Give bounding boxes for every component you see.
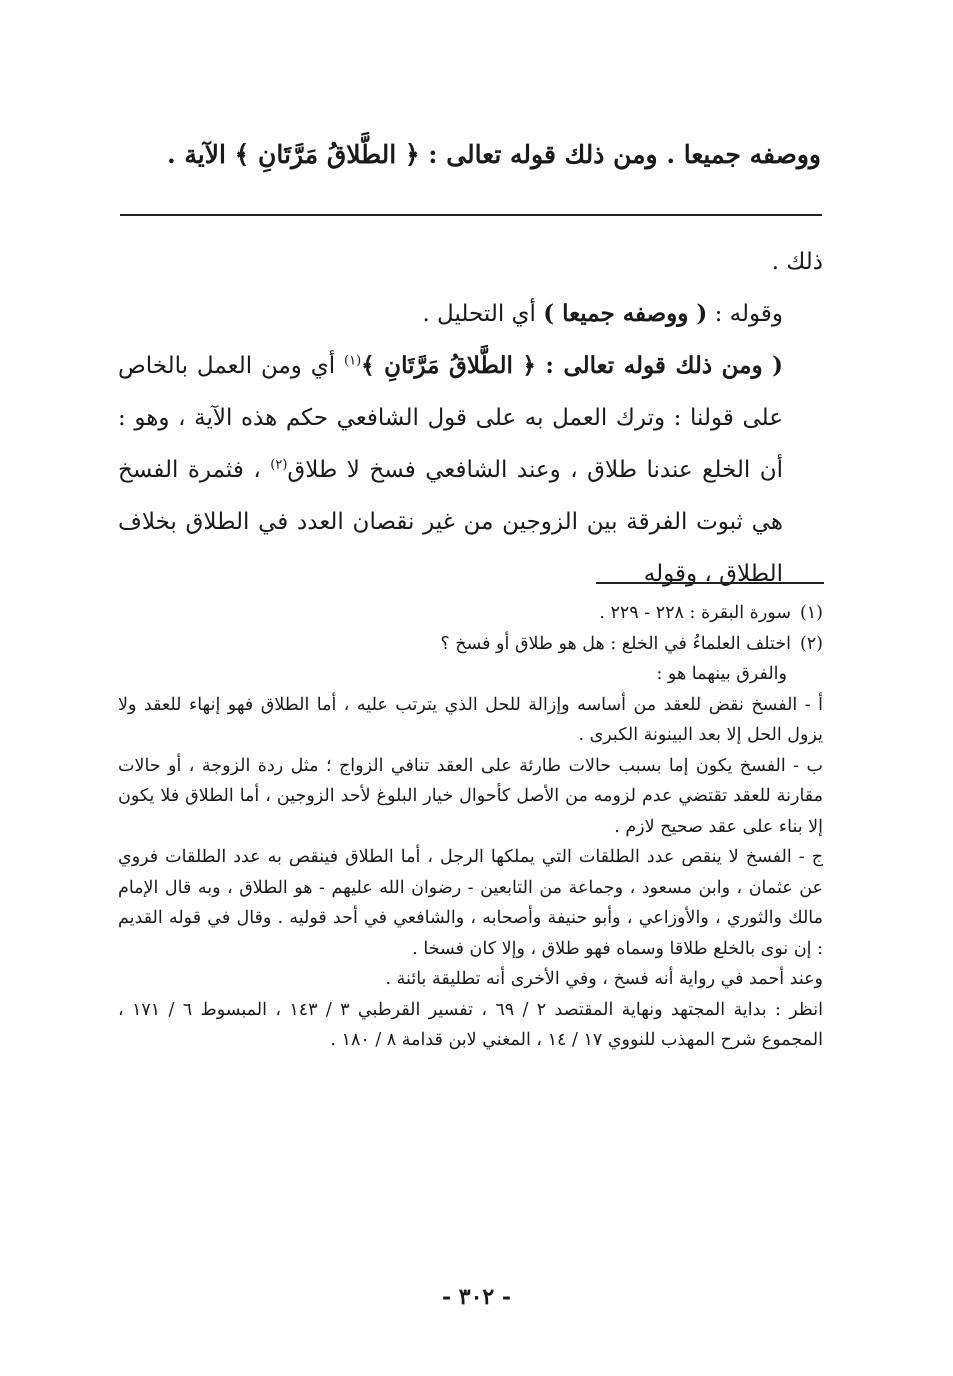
footnote-2-point-b: ب - الفسخ يكون إما بسبب حالات طارئة على العقد تنافي الزواج ؛ مثل ردة الزوجة ، أو حالات مقارنة للعقد تقتضي عدم لزومه من الأصل كأحوال خيار البلوغ لأحد الزوجين ، أما الطلاق فلا يكون إلا بناء على عقد صحيح لازم .	[118, 755, 823, 837]
header-divider	[120, 214, 822, 216]
running-header: ووصفه جميعا . ومن ذلك قوله تعالى : ﴿ الطَّلاقُ مَرَّتَانِ ﴾ الآية .	[167, 140, 821, 169]
footnote-2-references: انظر : بداية المجتهد ونهاية المقتصد ٢ / ٦٩ ، تفسير القرطبي ٣ / ١٤٣ ، المبسوط ٦ / ١٧١ ، المجموع شرح المهذب للنووي ١٧ / ١٤ ، المغني لابن قدامة ٨ / ١٨٠ .	[118, 999, 823, 1050]
footnote-2	[118, 629, 823, 660]
paragraph-1	[118, 236, 823, 288]
main-text	[118, 236, 823, 600]
footnote-2-text: اختلف العلماءُ في الخلع : هل هو طلاق أو فسخ ؟	[440, 633, 791, 654]
footnote-divider	[596, 582, 824, 584]
paragraph-1-text: ذلك .	[771, 249, 823, 275]
paragraph-2-label: وقوله :	[707, 301, 783, 327]
paragraph-2-text: أي التحليل .	[422, 301, 544, 327]
footnote-2-intro: والفرق بينهما هو :	[656, 664, 787, 684]
paragraph-3	[118, 340, 823, 600]
paragraph-3-text-b: ، فثمرة الفسخ هي ثبوت الفرقة بين الزوجين من غير نقصان العدد في الطلاق بخلاف الطلاق ، وقوله	[118, 457, 783, 587]
paragraph-2	[118, 288, 823, 340]
footnote-2-point-c: ج - الفسخ لا ينقص عدد الطلقات التي يملكها الرجل ، أما الطلاق فينقص به عدد الطلقات فروي عن عثمان ، وابن مسعود ، وجماعة من التابعين - رضوان الله عليهم - هو الطلاق ، وبه قال الإمام مالك والثوري ، والأوزاعي ، وأبو حنيفة وأصحابه ، والشافعي في أحد قوليه . وقال في قوله القديم : إن نوى بالخلع طلاقا وسماه فهو طلاق ، وإلا كان فسخا .	[118, 847, 823, 959]
footnote-ref-2: (٢)	[270, 457, 288, 473]
footnotes	[118, 598, 823, 1056]
footnote-2-ahmad: وعند أحمد في رواية أنه فسخ ، وفي الأخرى أنه تطليقة بائنة .	[385, 969, 823, 989]
quoted-verse: ( ومن ذلك قوله تعالى : ﴿ الطَّلاقُ مَرَّتَانِ ﴾	[361, 352, 783, 379]
footnote-1-number: (١)	[799, 603, 823, 623]
paragraph-3-text-a: أي ومن العمل بالخاص على قولنا : وترك العمل به على قول الشافعي حكم هذه الآية ، وهو : أن الخلع عندنا طلاق ، وعند الشافعي فسخ لا طلاق	[118, 353, 783, 483]
page-number: - ٣٠٢ -	[441, 1284, 512, 1310]
footnote-2-point-a: أ - الفسخ نقض للعقد من أساسه وإزالة للحل الذي يترتب عليه ، أما الطلاق فهو إنهاء للعقد ولا يزول الحل إلا بعد البينونة الكبرى .	[118, 694, 823, 745]
footnote-1	[118, 598, 823, 629]
footnote-2-number: (٢)	[799, 633, 823, 654]
footnote-1-text: سورة البقرة : ٢٢٨ - ٢٢٩ .	[599, 603, 791, 623]
quoted-phrase: ( ووصفه جميعا )	[543, 300, 708, 327]
footnote-ref-1: (١)	[344, 353, 362, 369]
